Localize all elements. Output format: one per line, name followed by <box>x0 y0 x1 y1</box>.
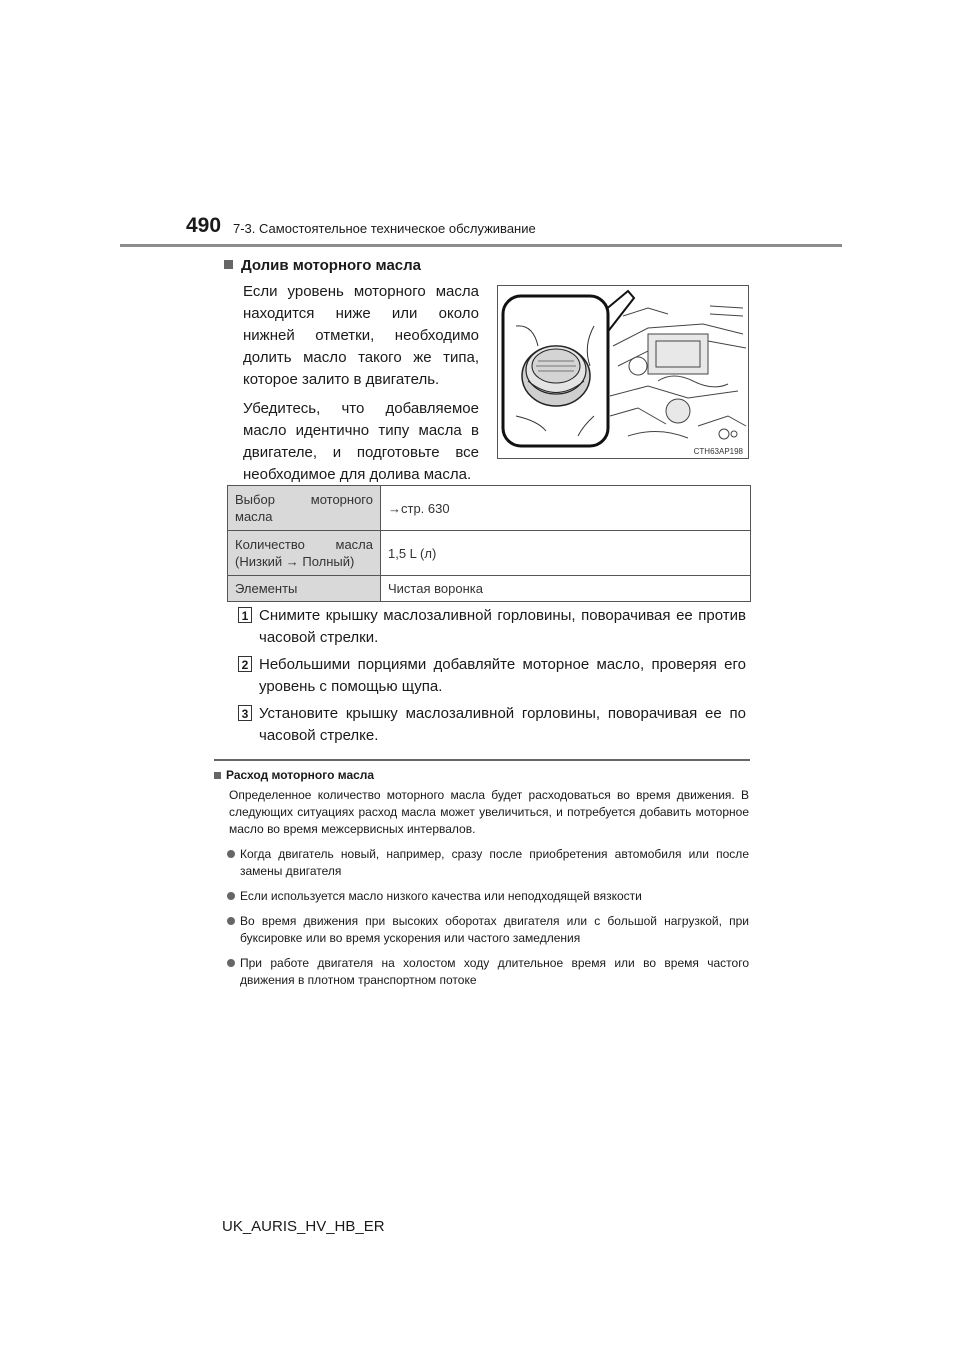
section-title <box>224 257 421 274</box>
round-bullet-icon <box>227 850 235 858</box>
table-row <box>228 486 751 531</box>
list-item <box>227 846 749 880</box>
running-head: 7-3. Самостоятельное техническое обслуживание <box>233 221 536 236</box>
list-item-text: Если используется масло низкого качества или неподходящей вязкости <box>240 889 642 903</box>
step-text: Установите крышку маслозаливной горловины, поворачивая ее по часовой стрелке. <box>259 705 746 744</box>
round-bullet-icon <box>227 892 235 900</box>
table-label-cell: Элементы <box>228 576 381 602</box>
list-item-text: Во время движения при высоких оборотах двигателя или с большой нагрузкой, при буксировке или во время ускорения или частого замедления <box>240 914 749 945</box>
list-item <box>227 913 749 947</box>
table-value-cell: Чистая воронка <box>381 576 751 602</box>
page-number: 490 <box>186 214 222 237</box>
round-bullet-icon <box>227 917 235 925</box>
list-item <box>227 955 749 989</box>
step-1 <box>238 605 746 649</box>
note-title <box>214 768 374 782</box>
step-2 <box>238 654 746 698</box>
square-bullet-icon <box>224 260 233 269</box>
step-number-badge: 1 <box>238 607 252 623</box>
figure-code: CTH63AP198 <box>693 447 743 456</box>
consumption-conditions-list <box>227 846 749 997</box>
note-paragraph: Определенное количество моторного масла будет расходоваться во время движения. В следующих ситуациях расход масла может увеличиться, и потребуется добавить моторное масло во время межсервисных интервалов. <box>229 788 749 836</box>
list-item-text: Когда двигатель новый, например, сразу после приобретения автомобиля или после замены двигателя <box>240 847 749 878</box>
note-title-text: Расход моторного масла <box>226 768 375 782</box>
oil-filler-cap-illustration <box>497 285 749 459</box>
step-text: Небольшими порциями добавляйте моторное масло, проверяя его уровень с помощью щупа. <box>259 656 746 695</box>
table-label-cell: Количество масла (Низкий → Полный) <box>228 531 381 576</box>
document-code: UK_AURIS_HV_HB_ER <box>222 1218 385 1235</box>
section-divider <box>214 759 750 761</box>
engine-bay-drawing <box>498 286 748 458</box>
round-bullet-icon <box>227 959 235 967</box>
section-title-text: Долив моторного масла <box>241 257 422 274</box>
step-number-badge: 2 <box>238 656 252 672</box>
table-row <box>228 531 751 576</box>
table-value-cell: 1,5 L (л) <box>381 531 751 576</box>
step-number-badge: 3 <box>238 705 252 721</box>
table-value-cell: →стр. 630 <box>381 486 751 531</box>
intro-text <box>243 281 479 493</box>
table-label-cell: Выбор моторного масла <box>228 486 381 531</box>
table-row <box>228 576 751 602</box>
list-item-text: При работе двигателя на холостом ходу длительное время или во время частого движения в плотном транспортном потоке <box>240 956 749 987</box>
step-text: Снимите крышку маслозаливной горловины, поворачивая ее против часовой стрелки. <box>259 607 746 646</box>
oil-spec-table <box>227 485 751 602</box>
intro-paragraph-2: Убедитесь, что добавляемое масло идентично типу масла в двигателе, и подготовьте все необходимое для долива масла. <box>243 400 479 483</box>
intro-paragraph-1: Если уровень моторного масла находится ниже или около нижней отметки, необходимо долить масло такого же типа, которое залито в двигатель. <box>243 283 479 388</box>
square-bullet-icon <box>214 772 221 779</box>
header-rule <box>120 244 842 247</box>
list-item <box>227 888 749 905</box>
procedure-steps <box>238 605 746 752</box>
step-3 <box>238 703 746 747</box>
